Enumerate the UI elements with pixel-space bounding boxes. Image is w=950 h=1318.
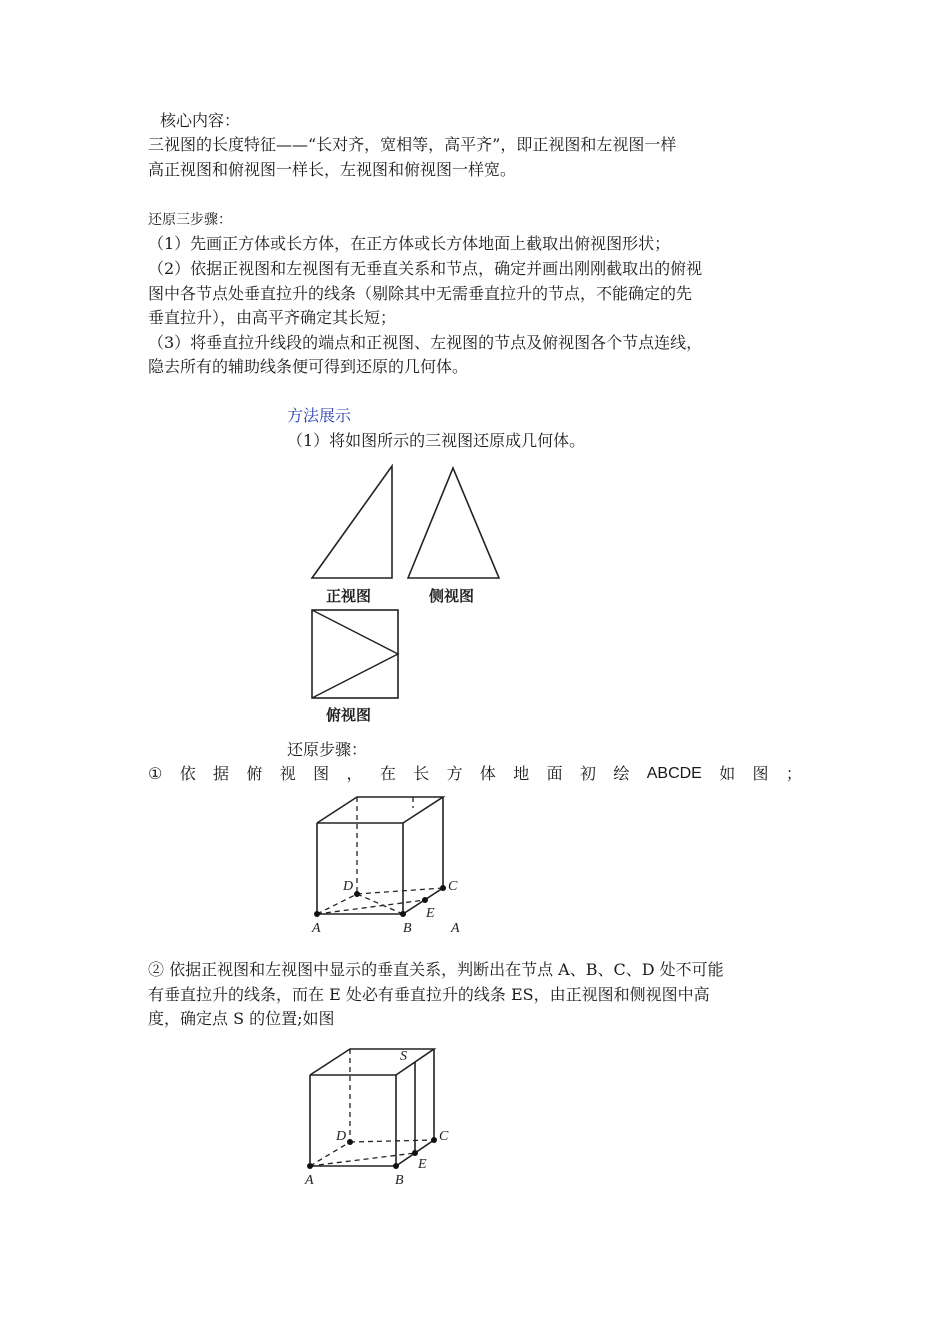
point-D: D (343, 879, 354, 894)
steps-line-5: （3）将垂直拉升线段的端点和正视图、左视图的节点及俯视图各个节点连线， (148, 333, 703, 352)
point-B: B (395, 1173, 404, 1188)
point-D: D (336, 1129, 347, 1144)
core-line-2: 高正视图和俯视图一样长，左视图和俯视图一样宽。 (148, 160, 517, 179)
steps-line-1: （1）先画正方体或长方体，在正方体或长方体地面上截取出俯视图形状； (148, 234, 671, 253)
cuboid-figure-1 (305, 790, 475, 940)
restore-step-2-line-1: ② 依据正视图和左视图中显示的垂直关系，判断出在节点 A、B、C、D 处不可能 (148, 960, 724, 979)
point-C: C (439, 1129, 449, 1144)
steps-line-2: （2）依据正视图和左视图有无垂直关系和节点，确定并画出刚刚截取出的俯视 (148, 259, 703, 278)
restore-title: 还原步骤： (287, 740, 368, 759)
steps-line-6: 隐去所有的辅助线条便可得到还原的几何体。 (148, 357, 469, 376)
top-view-square (312, 610, 398, 698)
core-line-1: 三视图的长度特征——“长对齐，宽相等，高平齐”，即正视图和左视图一样 (148, 135, 677, 154)
point-C: C (448, 879, 458, 894)
point-E: E (418, 1157, 427, 1172)
method-problem: （1）将如图所示的三视图还原成几何体。 (287, 431, 586, 450)
point-A: A (312, 921, 321, 936)
steps-title: 还原三步骤： (148, 212, 232, 228)
front-view-label: 正视图 (326, 587, 372, 605)
point-B: B (403, 921, 412, 936)
top-view-label: 俯视图 (326, 706, 372, 724)
cuboid-figure-2 (298, 1040, 468, 1192)
front-view-triangle (312, 466, 392, 578)
side-view-label: 侧视图 (429, 587, 475, 605)
three-view-figure (288, 458, 538, 736)
point-A-stray: A (451, 921, 460, 936)
point-E: E (426, 906, 435, 921)
restore-step-2-line-3: 度，确定点 S 的位置;如图 (148, 1009, 335, 1028)
steps-line-3: 图中各节点处垂直拉升的线条（剔除其中无需垂直拉升的节点，不能确定的先 (148, 284, 693, 303)
core-title: 核心内容： (160, 111, 241, 130)
point-A: A (305, 1173, 314, 1188)
restore-step-2-line-2: 有垂直拉升的线条，而在 E 处必有垂直拉升的线条 ES，由正视图和侧视图中高 (148, 985, 710, 1004)
point-S: S (400, 1049, 407, 1064)
restore-step-1: ① 依 据 俯 视 图 ， 在 长 方 体 地 面 初 绘 ABCDE 如 图 ； (148, 764, 802, 783)
method-title: 方法展示 (287, 406, 352, 425)
steps-line-4: 垂直拉升），由高平齐确定其长短； (148, 308, 397, 327)
side-view-triangle (408, 468, 499, 578)
top-view-triangle (312, 610, 398, 698)
